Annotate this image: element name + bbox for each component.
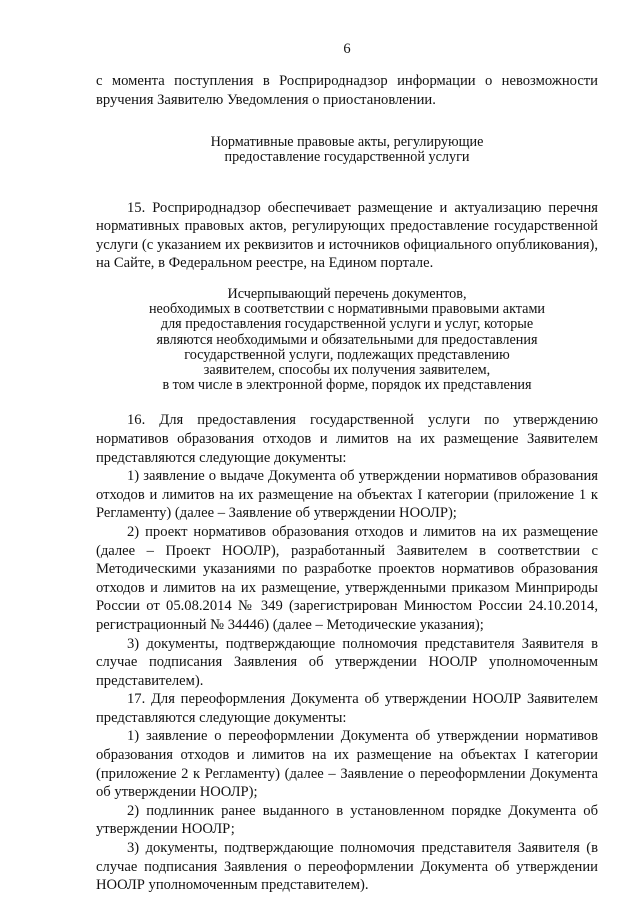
heading-line: государственной услуги, подлежащих представлению bbox=[184, 346, 510, 363]
heading-line: предоставление государственной услуги bbox=[224, 149, 470, 166]
heading-line: Исчерпывающий перечень документов, bbox=[227, 285, 467, 302]
heading-line: для предоставления государственной услуги и услуг, которые bbox=[160, 316, 534, 333]
paragraph-16-item-3: 3) документы, подтверждающие полномочия представителя Заявителя в случае подписания Заявления об утверждении НООЛР уполномоченным представителем). bbox=[96, 635, 598, 689]
page-number: 6 bbox=[343, 41, 351, 57]
paragraph-17-item-2: 2) подлинник ранее выданного в установленном порядке Документа об утверждении НООЛР; bbox=[96, 802, 598, 838]
paragraph-16-item-2: 2) проект нормативов образования отходов и лимитов на их размещение (далее – Проект НООЛР), разработанный Заявителем в соответствии с Методическими указаниями по разработке проектов нормативов образования отходов и лимитов на их размещение, утвержденными приказом Минприроды России от 05.08.2014 № 349 (зарегистрирован Минюстом России 24.10.2014, регистрационный № 34446) (далее – Методические указания); bbox=[96, 523, 598, 633]
paragraph-16-item-1: 1) заявление о выдаче Документа об утверждении нормативов образования отходов и лимитов на их размещение на объектах I категории (приложение 1 к Регламенту) (далее – Заявление об утверждении НООЛР); bbox=[96, 468, 598, 522]
heading-line: заявителем, способы их получения заявителем, bbox=[203, 361, 491, 378]
paragraph-15: 15. Росприроднадзор обеспечивает размещение и актуализацию перечня нормативных правовых актов, регулирующих предоставление государственной услуги (с указанием их реквизитов и источников официального опубликования), на Сайте, в Федеральном реестре, на Едином портале. bbox=[96, 199, 598, 272]
heading-line: в том числе в электронной форме, порядок их представления bbox=[162, 377, 532, 394]
paragraph-17: 17. Для переоформления Документа об утверждении НООЛР Заявителем представляются следующие документы: bbox=[96, 691, 598, 726]
heading-line: Нормативные правовые акты, регулирующие bbox=[210, 134, 484, 151]
paragraph-17-item-1: 1) заявление о переоформлении Документа об утверждении нормативов образования отходов и лимитов на их размещение на объектах I категории (приложение 2 к Регламенту) (далее – Заявление о переоформлении Документа об утверждении НООЛР); bbox=[96, 728, 598, 801]
heading-line: являются необходимыми и обязательными для предоставления bbox=[156, 331, 538, 348]
section-heading-documents bbox=[96, 287, 598, 393]
paragraph-16: 16. Для предоставления государственной услуги по утверждению нормативов образования отходов и лимитов на их размещение Заявителем представляются следующие документы: bbox=[96, 412, 598, 466]
section-heading-legal-acts bbox=[96, 135, 598, 165]
paragraph-17-item-3: 3) документы, подтверждающие полномочия представителя Заявителя (в случае подписания Заявления о переоформлении Документа об утверждении НООЛР уполномоченным представителем). bbox=[96, 840, 598, 894]
heading-line: необходимых в соответствии с нормативными правовыми актами bbox=[148, 301, 546, 318]
lead-paragraph: с момента поступления в Росприроднадзор информации о невозможности вручения Заявителю Уведомления о приостановлении. bbox=[96, 73, 598, 108]
